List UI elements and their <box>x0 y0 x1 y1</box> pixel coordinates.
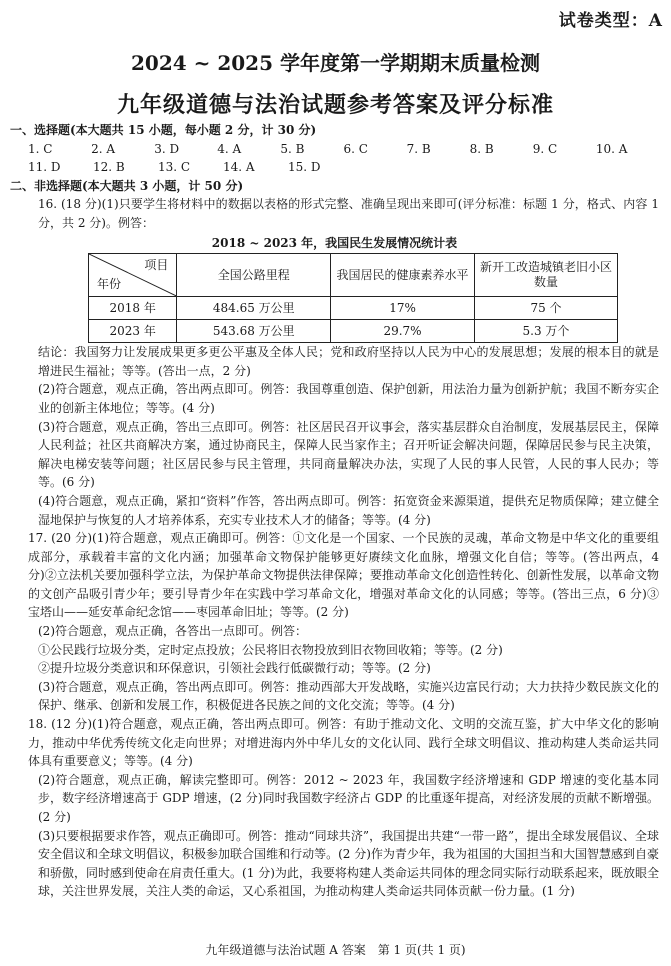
q17-part2-intro: (2)符合题意，观点正确，各答出一点即可。例答： <box>38 624 307 639</box>
paper-type-label: 试卷类型：A <box>558 11 663 31</box>
table-cell-year: 2023 年 <box>89 320 177 343</box>
stats-table <box>88 253 618 343</box>
q16-part2: (2)符合题意，观点正确，答出两点即可。例答：我国尊重创造、保护创新，用法治力量为创新护航；我国不断夯实企业的创新主体地位；等等。(4 分) <box>38 382 659 415</box>
table-cell: 17% <box>331 297 475 320</box>
content-body <box>10 121 659 901</box>
answer-item: 10. A <box>595 141 628 156</box>
answer-key-title: 九年级道德与法治试题参考答案及评分标准 <box>116 92 554 118</box>
q16-conclusion: 结论：我国努力让发展成果更多更公平惠及全体人民；党和政府坚持以人民为中心的发展思想；发展的根本目的就是增进民生福祉；等等。(答出一点，2 分) <box>38 345 659 378</box>
answer-item: 6. C <box>343 141 368 156</box>
answer-item: 13. C <box>158 160 191 175</box>
answer-item: 14. A <box>223 160 255 175</box>
table-cell-year: 2018 年 <box>89 297 177 320</box>
q18-part3: (3)只要根据要求作答，观点正确即可。例答：推动“同球共济”，我国提出共建“一带一路”，提出全球发展倡议、全球安全倡议和全球文明倡议，积极参加联合国维和行动等。(2 分)作为青少年，我为祖国的大国担当和大国智慧感到自豪和骄傲，同时感到使命在肩责任重大。(1 分)为此，我要将构建人类命运共同体的理念同实际行动联系起来，既放眼全球，关注世界发展，关注人类的命运，又心系祖国，为推动构建人类命运共同体贡献一份力量。(1 分) <box>38 828 659 899</box>
answer-item: 3. D <box>154 141 180 156</box>
table-header-cell: 全国公路里程 <box>177 254 331 297</box>
q18-part2: (2)符合题意，观点正确，解读完整即可。例答：2012 ~ 2023 年，我国数字经济增速和 GDP 增速的变化基本同步，数字经济增速高于 GDP 增速，(2 分)同时我国数字经济占 GDP 的比重逐年提高，对经济发展的贡献不断增强。(2 分) <box>38 772 659 824</box>
answer-item: 4. A <box>217 141 242 156</box>
q16-part3: (3)符合题意，观点正确，答出三点即可。例答：社区居民召开议事会，落实基层群众自治制度，发展基层民主，保障人民利益；社区共商解决方案，通过协商民主，保障人民当家作主；召开听证会解决问题，保障居民参与民主决策，解决电梯安装等问题；社区居民参与民主管理，共同商量解决办法，实现了人民的事人民管，人民的事人民办；等等。(6 分) <box>38 419 659 490</box>
corner-label-item: 项目 <box>144 258 169 273</box>
section2-heading: 二、非选择题(本大题共 3 小题，计 50 分) <box>10 178 244 193</box>
table-cell: 5.3 万个 <box>474 320 617 343</box>
table-cell: 29.7% <box>331 320 475 343</box>
table-title: 2018 ~ 2023 年，我国民生发展情况统计表 <box>211 235 458 250</box>
answer-row-2 <box>10 158 659 177</box>
table-cell: 75 个 <box>474 297 617 320</box>
answer-item: 5. B <box>280 141 305 156</box>
table-header-row <box>89 254 618 297</box>
exam-title: 2024 ~ 2025 学年度第一学期期末质量检测 <box>131 51 540 75</box>
q16-intro: 16. (18 分)(1)只要学生将材料中的数据以表格的形式完整、准确呈现出来即可(评分标准：标题 1 分，格式、内容 1 分，共 2 分)。例答： <box>38 197 659 230</box>
answer-item: 7. B <box>406 141 431 156</box>
answer-row-1 <box>10 140 659 159</box>
answer-item: 12. B <box>93 160 125 175</box>
q18-part1: 18. (12 分)(1)符合题意，观点正确，答出两点即可。例答：有助于推动文化、文明的交流互鉴，扩大中华文化的影响力，推动中华优秀传统文化走向世界；对增进海内外中华儿女的文化认同、践行全球文明倡议、推动构建人类命运共同体具有重要意义；等等。(4 分) <box>28 717 659 769</box>
page-footer: 九年级道德与法治试题 A 答案 第 1 页(共 1 页) <box>205 943 466 957</box>
answer-item: 1. C <box>28 141 53 156</box>
q17-part1: 17. (20 分)(1)符合题意，观点正确即可。例答：①文化是一个国家、一个民族的灵魂，革命文物是中华文化的重要组成部分，承载着丰富的文化内涵；加强革命文物保护能够更好赓续文化血脉，增强文化自信；等等。(答出两点，4 分)②立法机关要加强科学立法，为保护革命文物提供法律保障；要推动革命文化创造性转化、创新性发展，以革命文物的文创产品吸引青少年；要引导青少年在实践中学习革命文化，增强对革命文化的认同感；等等。(答出三点，6 分)③宝塔山——延安革命纪念馆——枣园革命旧址；等等。(2 分) <box>28 531 659 620</box>
q17-part2-b: ②提升垃圾分类意识和环保意识，引领社会践行低碳微行动；等等。(2 分) <box>38 661 431 676</box>
answer-item: 11. D <box>28 160 61 175</box>
table-row <box>89 320 618 343</box>
table-cell: 484.65 万公里 <box>177 297 331 320</box>
answer-item: 15. D <box>288 160 321 175</box>
q17-part3: (3)符合题意，观点正确，答出两点即可。例答：推动西部大开发战略，实施兴边富民行动；大力扶持少数民族文化的保护、继承、创新和发展工作，积极促进各民族之间的文化交流；等等。(4 分) <box>38 679 659 713</box>
table-header-cell: 我国居民的健康素养水平 <box>331 254 475 297</box>
table-corner-cell <box>89 254 177 297</box>
answer-item: 8. B <box>469 141 494 156</box>
q16-part4: (4)符合题意，观点正确，紧扣“资料”作答，答出两点即可。例答：拓宽资金来源渠道，提供充足物质保障；建立健全湿地保护与恢复的人才培养体系，充实专业技术人才的储备；等等。(4 分) <box>38 493 659 527</box>
table-cell: 543.68 万公里 <box>177 320 331 343</box>
answer-item: 2. A <box>91 141 116 156</box>
table-row <box>89 297 618 320</box>
q17-part2-a: ①公民践行垃圾分类，定时定点投放；公民将旧衣物投放到旧衣物回收箱；等等。(2 分) <box>38 642 503 657</box>
section1-heading: 一、选择题(本大题共 15 小题，每小题 2 分，计 30 分) <box>10 123 317 137</box>
table-header-cell: 新开工改造城镇老旧小区数量 <box>474 254 617 297</box>
corner-label-year: 年份 <box>97 277 122 292</box>
answer-item: 9. C <box>532 141 558 156</box>
